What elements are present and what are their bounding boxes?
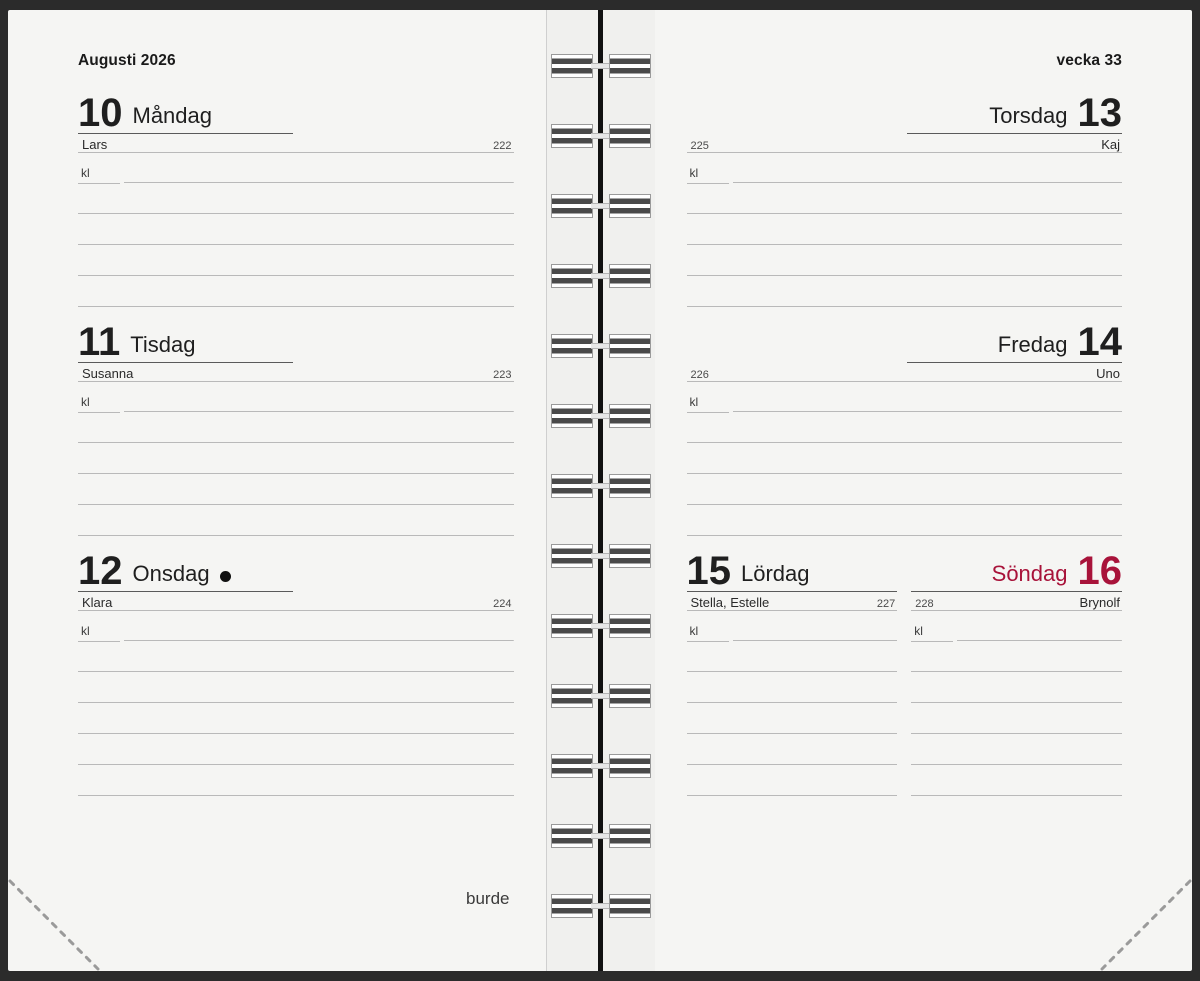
note-line[interactable] bbox=[78, 641, 514, 672]
nameday-row-friday bbox=[687, 363, 1123, 382]
note-line[interactable] bbox=[78, 703, 514, 734]
month-label: Augusti 2026 bbox=[78, 52, 176, 69]
nameday-row-sunday bbox=[911, 592, 1122, 611]
notes-lines-monday[interactable] bbox=[78, 153, 514, 307]
note-line[interactable] bbox=[911, 765, 1122, 796]
nameday-label: Uno bbox=[1096, 366, 1120, 381]
note-line[interactable] bbox=[687, 734, 898, 765]
note-line[interactable] bbox=[687, 765, 898, 796]
right-page bbox=[655, 10, 1193, 971]
note-line[interactable] bbox=[687, 443, 1123, 474]
nameday-row-thursday bbox=[687, 134, 1123, 153]
note-line[interactable] bbox=[687, 672, 898, 703]
spiral-ring bbox=[551, 754, 651, 778]
day-name: Onsdag bbox=[132, 560, 210, 586]
note-line[interactable] bbox=[687, 505, 1123, 536]
day-block-saturday bbox=[687, 544, 898, 796]
day-name: Söndag bbox=[991, 560, 1068, 586]
day-of-year: 223 bbox=[493, 369, 512, 381]
day-title-sunday bbox=[911, 544, 1122, 592]
note-line[interactable] bbox=[911, 703, 1122, 734]
spiral-ring bbox=[551, 894, 651, 918]
day-name: Fredag bbox=[997, 331, 1068, 357]
brand-logo: burde bbox=[466, 889, 510, 908]
nameday-label: Lars bbox=[82, 137, 108, 152]
note-line[interactable] bbox=[687, 183, 1123, 214]
note-line[interactable] bbox=[78, 245, 514, 276]
day-title-thursday bbox=[907, 86, 1122, 134]
day-of-year: 224 bbox=[493, 598, 512, 610]
nameday-row-tuesday bbox=[78, 363, 514, 382]
day-of-year: 225 bbox=[690, 140, 709, 152]
day-number: 16 bbox=[1077, 549, 1122, 593]
day-number: 12 bbox=[78, 549, 123, 593]
corner-pocket-left bbox=[8, 879, 100, 971]
day-number: 13 bbox=[1077, 91, 1122, 135]
day-block-monday bbox=[78, 86, 514, 307]
spiral-ring bbox=[551, 824, 651, 848]
note-line-time[interactable] bbox=[78, 382, 514, 412]
day-title-saturday bbox=[687, 544, 898, 592]
day-block-sunday bbox=[911, 544, 1122, 796]
planner-spread bbox=[8, 10, 1192, 971]
spiral-ring bbox=[551, 124, 651, 148]
spiral-binding bbox=[547, 10, 655, 971]
nameday-label: Stella, Estelle bbox=[690, 595, 770, 610]
note-line[interactable] bbox=[78, 183, 514, 214]
note-line-time[interactable] bbox=[687, 611, 898, 641]
nameday-label: Kaj bbox=[1101, 137, 1120, 152]
spiral-ring bbox=[551, 544, 651, 568]
note-line[interactable] bbox=[911, 734, 1122, 765]
note-line[interactable] bbox=[78, 474, 514, 505]
spiral-ring bbox=[551, 404, 651, 428]
right-page-header bbox=[687, 52, 1123, 74]
new-moon-icon bbox=[220, 571, 231, 582]
day-name: Tisdag bbox=[130, 331, 196, 357]
day-of-year: 227 bbox=[876, 598, 896, 610]
note-line[interactable] bbox=[687, 276, 1123, 307]
note-line[interactable] bbox=[78, 734, 514, 765]
notes-lines-tuesday[interactable] bbox=[78, 382, 514, 536]
note-line[interactable] bbox=[78, 412, 514, 443]
note-line[interactable] bbox=[687, 474, 1123, 505]
note-line-time[interactable] bbox=[687, 153, 1123, 183]
day-number: 11 bbox=[78, 320, 121, 364]
notes-lines-thursday[interactable] bbox=[687, 153, 1123, 307]
day-block-tuesday bbox=[78, 315, 514, 536]
note-line[interactable] bbox=[78, 505, 514, 536]
note-line-time[interactable] bbox=[78, 611, 514, 641]
day-title-friday bbox=[907, 315, 1122, 363]
day-title-monday bbox=[78, 86, 293, 134]
day-block-friday bbox=[687, 315, 1123, 536]
day-name: Torsdag bbox=[989, 102, 1068, 128]
note-line[interactable] bbox=[687, 214, 1123, 245]
day-number: 14 bbox=[1077, 320, 1122, 364]
nameday-label: Brynolf bbox=[1079, 595, 1120, 610]
note-line-time[interactable] bbox=[911, 611, 1122, 641]
day-of-year: 222 bbox=[493, 140, 512, 152]
nameday-row-wednesday bbox=[78, 592, 514, 611]
note-line[interactable] bbox=[78, 765, 514, 796]
day-block-thursday bbox=[687, 86, 1123, 307]
day-number: 10 bbox=[78, 91, 123, 135]
week-label: vecka 33 bbox=[1056, 52, 1122, 69]
notes-lines-saturday[interactable] bbox=[687, 611, 898, 796]
left-page bbox=[8, 10, 547, 971]
nameday-label: Klara bbox=[82, 595, 113, 610]
note-line[interactable] bbox=[687, 412, 1123, 443]
left-page-header bbox=[78, 52, 514, 74]
note-line[interactable] bbox=[687, 245, 1123, 276]
spiral-ring bbox=[551, 54, 651, 78]
notes-lines-wednesday[interactable] bbox=[78, 611, 514, 796]
note-line[interactable] bbox=[78, 443, 514, 474]
spiral-ring bbox=[551, 334, 651, 358]
note-line-time[interactable] bbox=[687, 382, 1123, 412]
nameday-label: Susanna bbox=[82, 366, 134, 381]
day-name: Måndag bbox=[132, 102, 213, 128]
day-of-year: 228 bbox=[915, 598, 934, 610]
day-of-year: 226 bbox=[690, 369, 709, 381]
spiral-ring bbox=[551, 474, 651, 498]
spiral-ring bbox=[551, 194, 651, 218]
note-line[interactable] bbox=[78, 214, 514, 245]
day-title-wednesday bbox=[78, 544, 293, 592]
note-line[interactable] bbox=[78, 276, 514, 307]
notes-lines-sunday[interactable] bbox=[911, 611, 1122, 796]
day-title-tuesday bbox=[78, 315, 293, 363]
nameday-row-saturday bbox=[687, 592, 898, 611]
day-name: Lördag bbox=[741, 560, 810, 586]
weekend-block bbox=[687, 544, 1123, 796]
day-block-wednesday bbox=[78, 544, 514, 796]
note-line[interactable] bbox=[687, 703, 898, 734]
corner-pocket-right bbox=[1100, 879, 1192, 971]
nameday-row-monday bbox=[78, 134, 514, 153]
spiral-ring bbox=[551, 614, 651, 638]
note-line[interactable] bbox=[911, 641, 1122, 672]
note-line-time[interactable] bbox=[78, 153, 514, 183]
spiral-ring bbox=[551, 684, 651, 708]
day-number: 15 bbox=[686, 549, 731, 593]
note-line[interactable] bbox=[78, 672, 514, 703]
notes-lines-friday[interactable] bbox=[687, 382, 1123, 536]
note-line[interactable] bbox=[911, 672, 1122, 703]
note-line[interactable] bbox=[687, 641, 898, 672]
spiral-ring bbox=[551, 264, 651, 288]
